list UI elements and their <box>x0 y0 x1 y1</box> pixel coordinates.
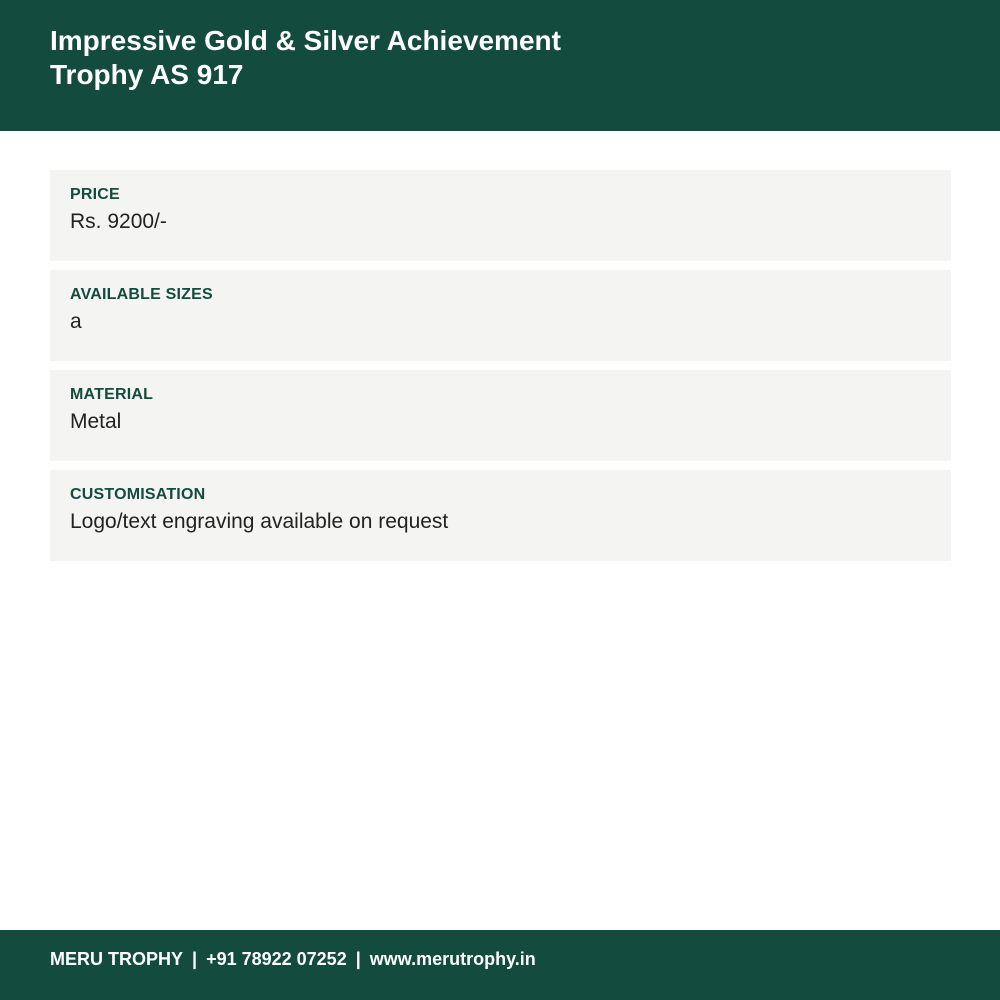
footer-website-link[interactable]: www.merutrophy.in <box>369 949 536 969</box>
footer-brand: MERU TROPHY <box>50 949 184 969</box>
product-details <box>50 170 951 570</box>
footer-separator: | <box>355 949 361 969</box>
material-label: MATERIAL <box>70 386 154 403</box>
customisation-card <box>50 470 951 561</box>
price-value: Rs. 9200/- <box>70 210 167 233</box>
material-value: Metal <box>70 410 122 433</box>
available-sizes-label: AVAILABLE SIZES <box>70 286 213 303</box>
customisation-value: Logo/text engraving available on request <box>70 510 449 533</box>
product-title <box>50 24 610 92</box>
available-sizes-card <box>50 270 951 361</box>
material-card <box>50 370 951 461</box>
price-label: PRICE <box>70 186 120 203</box>
customisation-label: CUSTOMISATION <box>70 486 206 503</box>
available-sizes-value: a <box>70 310 82 333</box>
footer-separator: | <box>192 949 198 969</box>
page-footer <box>0 930 1000 1000</box>
product-title-line-2: Trophy AS 917 <box>50 59 244 90</box>
footer-phone[interactable]: +91 78922 07252 <box>206 949 347 969</box>
price-card <box>50 170 951 261</box>
product-title-line-1: Impressive Gold & Silver Achievement <box>50 25 561 56</box>
page-header <box>0 0 1000 131</box>
